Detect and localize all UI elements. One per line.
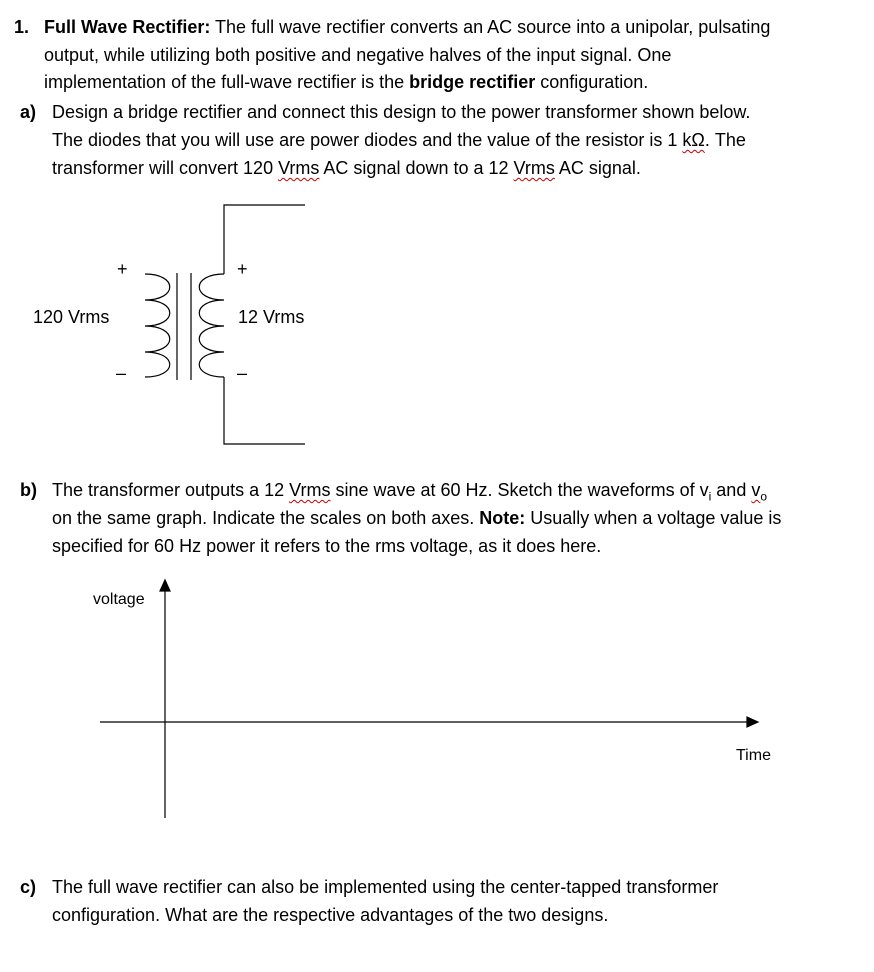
text: and: [711, 480, 752, 500]
text: transformer will convert 120: [52, 158, 279, 178]
subscript: o: [760, 489, 768, 504]
secondary-plus: +: [237, 259, 248, 279]
part-a-letter: a): [20, 102, 37, 122]
text: v: [751, 480, 761, 500]
bridge-rectifier-term: bridge rectifier: [409, 72, 536, 92]
y-axis-label: voltage: [93, 591, 145, 608]
primary-plus: +: [117, 259, 128, 279]
x-axis-label: Time: [736, 747, 771, 764]
secondary-voltage-label: 12 Vrms: [238, 307, 305, 327]
text: on the same graph. Indicate the scales on both axes.: [52, 508, 480, 528]
text: AC signal down to a 12: [319, 158, 514, 178]
q1-text: configuration.: [535, 72, 649, 92]
text: Usually when a voltage value is: [525, 508, 782, 528]
q1-text: The full wave rectifier converts an AC source into a unipolar, pulsating: [210, 17, 771, 37]
text: kΩ: [682, 130, 705, 150]
q1-text: implementation of the full-wave rectifier is the: [44, 72, 410, 92]
text: sine wave at 60 Hz. Sketch the waveforms of v: [330, 480, 709, 500]
text: AC signal.: [554, 158, 641, 178]
text: The transformer outputs a 12: [52, 480, 290, 500]
q1-line2: output, while utilizing both positive and negative halves of the input signal. One: [44, 45, 672, 65]
part-b-line2: [52, 507, 781, 529]
text: Vrms: [289, 480, 331, 500]
x-axis-arrow: [747, 717, 758, 727]
secondary-coil: [199, 274, 224, 377]
part-c-letter: c): [20, 877, 37, 897]
part-a-line1: Design a bridge rectifier and connect this design to the power transformer shown below.: [52, 102, 751, 122]
note-label: Note:: [479, 508, 526, 528]
secondary-minus: –: [237, 363, 248, 383]
text: The diodes that you will use are power diodes and the value of the resistor is 1: [52, 130, 683, 150]
part-b-letter: b): [20, 480, 37, 500]
primary-minus: –: [116, 363, 127, 383]
text: Vrms: [278, 158, 320, 178]
secondary-bottom-wire: [224, 377, 305, 444]
y-axis-arrow: [160, 580, 170, 591]
part-b-line3: specified for 60 Hz power it refers to the rms voltage, as it does here.: [52, 536, 602, 556]
q1-title: Full Wave Rectifier:: [44, 17, 211, 37]
question-number: 1.: [14, 17, 30, 37]
part-c-line1: The full wave rectifier can also be implemented using the center-tapped transformer: [52, 877, 719, 897]
text: Vrms: [513, 158, 555, 178]
part-b-line1: [52, 479, 767, 508]
part-c-line2: configuration. What are the respective advantages of the two designs.: [52, 905, 609, 925]
vo-symbol: [751, 480, 768, 504]
subscript: i: [708, 489, 712, 504]
text: . The: [704, 130, 746, 150]
primary-coil: [145, 274, 170, 377]
primary-voltage-label: 120 Vrms: [33, 307, 110, 327]
